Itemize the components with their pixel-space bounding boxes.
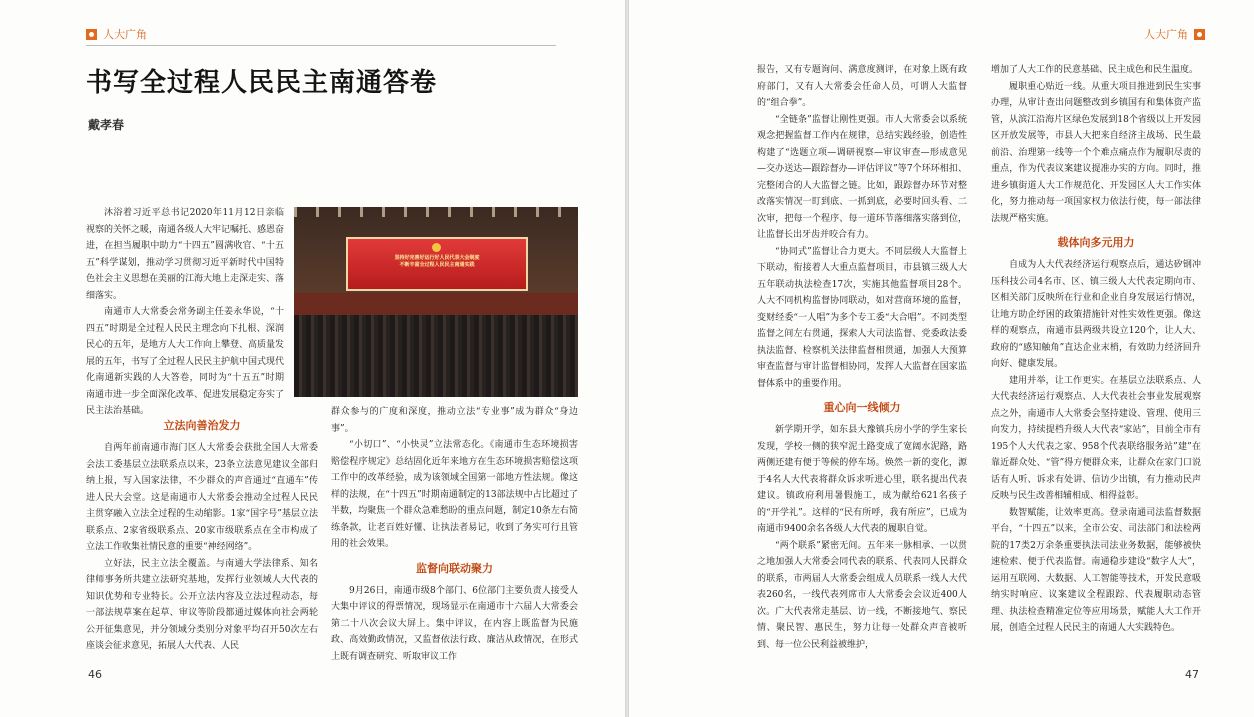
paragraph: 立好法，民主立法全覆盖。与南通大学法律系、知名律师事务所共建立法研究基地，发挥行业领域人大代表的知识优势和专业特长。公开立法内容及立法过程动态，每一部法规草案在起草、审议等阶段都通过媒体向社会两轮公开征集意见，并分领域分类别分对象平均召开50次左右座谈会征求意见，拓展人大代表、人民 — [86, 558, 318, 651]
banner-line-1: 坚持好完善好运行好人民代表大会制度 — [394, 255, 480, 261]
column-right-2 — [991, 62, 1201, 637]
page-number-left: 46 — [88, 668, 102, 681]
stage-screen — [346, 237, 528, 291]
paragraph: 数智赋能，让效率更高。登录南通司法监督数据平台，“十四五”以来，全市公安、司法部门和法检两院的17类2万余条重要执法司法业务数据，能够被快速检索、便于代表监督。南通稳步建设“数字人大”，运用互联网、大数据、人工智能等技术，开发民意吸纳实时响应、议案建议全程跟踪、代表履职动态管理、执法检查精准定位等应用场景，赋能人大工作开展，创造全过程人民民主的南通人大实践特色。 — [991, 507, 1201, 633]
section-label: 人大广角 — [103, 28, 147, 41]
paragraph: 自成为人大代表经济运行观察点后，通达矽钢冲压科技公司4名市、区、镇三级人大代表定期向市、区相关部门反映所在行业和企业自身发展运行情况，让地方助企纾困的政策措施针对性实效性更强。像这样的观察点，南通市县两级共设立120个，让人大、政府的“感知触角”直达企业末梢，有效助力经济回升向好、健康发展。 — [991, 260, 1201, 369]
article-author: 戴孝春 — [88, 118, 125, 132]
paragraph: “全链条”监督让刚性更强。市人大常委会以系统观念把握监督工作内在规律，总结实践经验，创造性构建了“选题立项—调研视察—审议审查—形成意见—交办送达—跟踪督办—评估评议”等7个环环相扣、完整闭合的人大监督之链。比如，跟踪督办环节对整改落实情况一盯到底、一抓到底，必要时回头看、二次审，把每一个程序、每一道环节落细落实落到位，让监督长出牙齿并咬合有力。 — [757, 114, 967, 240]
magazine-logo-icon — [1194, 29, 1205, 40]
audience — [294, 315, 578, 397]
header-divider — [86, 45, 556, 46]
subheading: 载体向多元用力 — [1057, 236, 1135, 249]
column-left-1b — [86, 410, 318, 655]
subheading: 重心向一线倾力 — [823, 401, 901, 414]
paragraph: “小切口”、“小快灵”立法常态化。《南通市生态环境损害赔偿程序规定》总结固化近年来地方在生态环境损害赔偿这项工作中的改革经验，成为该领域全国第一部地方性法规。像这样的法规，在“十四五”时期南通制定的13部法规中占比超过了半数，均聚焦一个群众急难愁盼的重点问题，制定10条左右简练条款，让老百姓好懂、让执法者易记，收到了务实可行且管用的社会效果。 — [331, 440, 578, 549]
paragraph: 群众参与的广度和深度，推动立法“专业事”成为群众“身边事”。 — [331, 407, 578, 434]
paragraph: 建用并举，让工作更实。在基层立法联系点、人大代表经济运行观察点、人大代表社会事业发展观察点之外，南通市人大常委会坚持建设、管理、使用三向发力，持续提档升级人大代表“家站”，目前全市有195个人大代表之家、958个代表联络服务站”建”在靠近群众处、“管”得方便群众来，让群众在家门口说话有人听、诉求有处讲、信访少出镇，有力推动民声反映与民生改善相辅相成、相得益彰。 — [991, 375, 1201, 501]
paragraph: 南通市人大常委会常务副主任姜永华说，“十四五”时期是全过程人民民主理念向下扎根、深润民心的五年，是地方人大工作向上攀登、高质量发展的五年，书写了全过程人民民主护航中国式现代化南通新实践的人大答卷，同时为“十五五”时期南通市进一步全面深化改革、促进发展稳定夯实了民主法治基础。 — [86, 307, 285, 416]
column-left-1a — [86, 205, 284, 420]
section-header — [86, 26, 147, 42]
article-title: 书写全过程人民民主南通答卷 — [86, 68, 438, 98]
right-page — [629, 0, 1254, 717]
section-label: 人大广角 — [1144, 28, 1188, 41]
page-number-right: 47 — [1185, 668, 1199, 681]
national-emblem-icon — [432, 243, 441, 252]
column-right-1 — [757, 62, 967, 653]
paragraph: 履职重心贴近一线。从重大项目推进到民生实事办理，从审计查出问题整改到乡镇国有和集体资产监管，从滨江沿海片区绿色发展到18个省级以上开发园区开放发展等，市县人大把来自经济主战场、民生最前沿、治理第一线等一个个难点痛点作为履职尽责的重点，作为代表议案建议提准办实的方向。同时，推进乡镇街道人大工作规范化、开发园区人大工作实体化，努力推动每一项国家权力依法行使，每一部法律法规严格实施。 — [991, 81, 1201, 224]
paragraph: 新学期开学，如东县大豫镇兵房小学的学生家长发现，学校一侧的狭窄泥土路变成了宽阔水泥路，路两侧还建有便于等候的停车场。焕然一新的变化，源于4名人大代表将群众诉求听进心里，联名提出代表建议。镇政府利用暑假施工，成为献给621名孩子的“开学礼”。这样的“民有所呼，我有所应”，已成为南通市9400余名各级人大代表的履职自觉。 — [757, 425, 967, 534]
paragraph: 报告，又有专题询问、满意度测评，在对象上既有政府部门，又有人大常委会任命人员，可谓人大监督的“组合拳”。 — [757, 65, 967, 108]
banner-line-2: 不断丰富全过程人民民主南通实践 — [399, 262, 475, 268]
paragraph: “两个联系”紧密无间。五年来一脉相承、一以贯之地加强人大常委会同代表的联系、代表同人民群众的联系，市两届人大常委会组成人员联系一线人大代表260名，一线代表列席市人大常委会会议近400人次。广大代表常走基层、访一线，不断接地气、察民情、聚民智、惠民生，努力让每一处群众声音被听到、每一位公民利益被维护， — [757, 540, 967, 650]
paragraph: 9月26日，南通市级8个部门、6位部门主要负责人接受人大集中评议的得票情况，现场显示在南通市十六届人大常委会第二十八次会议大屏上。集中评议，在内容上既监督为民施政、高效勤政情况，又监督依法行政、廉洁从政情况，在形式上既有调查研究、听取审议工作 — [331, 585, 578, 662]
magazine-logo-icon — [86, 29, 97, 40]
left-page — [0, 0, 625, 717]
section-header — [1144, 26, 1205, 42]
meeting-photo — [294, 207, 578, 397]
subheading: 监督向联动聚力 — [416, 561, 493, 575]
subheading: 立法向善治发力 — [163, 419, 241, 432]
paragraph: 增加了人大工作的民意基础、民主成色和民生温度。 — [991, 65, 1199, 75]
paragraph: 自两年前南通市海门区人大常委会获批全国人大常委会法工委基层立法联系点以来，23条立法意见建议全部归纳上报，写入国家法律，不少群众的声音通过“直通车”传进人民大会堂。这是南通市人大常委会推动全过程人民民主贯穿融入立法全过程的生动缩影。1家“国字号”基层立法联系点、2家省级联系点、20家市级联系点在全市构成了立法工作收集社情民意的重要“神经网络”。 — [86, 443, 318, 552]
paragraph: 沐浴着习近平总书记2020年11月12日亲临视察的关怀之暖，南通各级人大牢记嘱托、感恩奋进，在担当履职中助力“十四五”圆满收官、“十五五”科学谋划，推动学习贯彻习近平新时代中国特色社会主义思想在美丽的江海大地上走深走实、落细落实。 — [86, 208, 285, 301]
paragraph: “协同式”监督让合力更大。不同层级人大监督上下联动，衔接着人大重点监督项目，市县镇三级人大五年联动执法检查17次，实施其他监督项目28个。人大不同机构监督协同联动，如对营商环境的监督，变财经委“一人唱”为多个专工委“大合唱”。不同类型监督之间左右贯通，探索人大司法监督、党委政法委执法监督、检察机关法律监督相贯通，加强人大预算审查监督与审计监督相协同，发挥人大监督在国家监督体系中的重要作用。 — [757, 246, 967, 389]
column-left-2 — [331, 404, 578, 665]
